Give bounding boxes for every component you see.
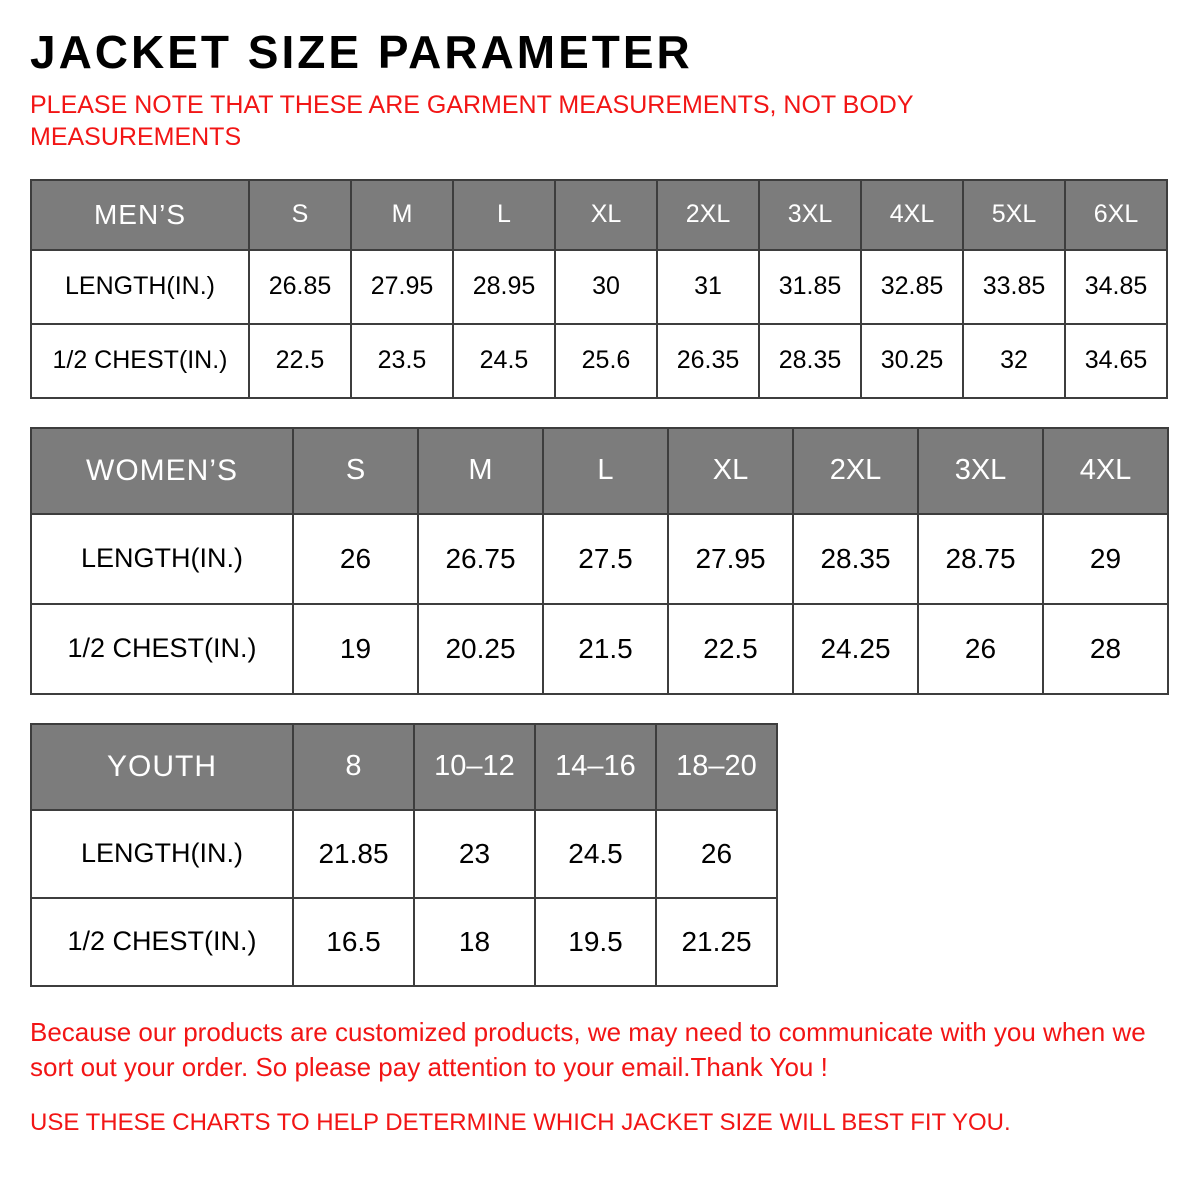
measurement-cell: 27.95: [668, 514, 793, 604]
size-header-cell: 4XL: [861, 180, 963, 250]
measurement-cell: 26.35: [657, 324, 759, 398]
measurement-cell: 26: [656, 810, 777, 898]
measurement-cell: 22.5: [668, 604, 793, 694]
measurement-cell: 16.5: [293, 898, 414, 986]
measurement-cell: 30.25: [861, 324, 963, 398]
measurement-cell: 26.75: [418, 514, 543, 604]
size-header-cell: 6XL: [1065, 180, 1167, 250]
measurement-cell: 22.5: [249, 324, 351, 398]
size-header-cell: L: [453, 180, 555, 250]
table-header-row: [31, 180, 1167, 250]
measurement-cell: 30: [555, 250, 657, 324]
measurement-cell: 21.25: [656, 898, 777, 986]
measurement-cell: 31: [657, 250, 759, 324]
table-row: [31, 810, 777, 898]
row-label: LENGTH(IN.): [31, 250, 249, 324]
measurement-cell: 19.5: [535, 898, 656, 986]
measurement-cell: 24.25: [793, 604, 918, 694]
measurement-cell: 20.25: [418, 604, 543, 694]
measurement-cell: 26: [918, 604, 1043, 694]
measurement-cell: 26.85: [249, 250, 351, 324]
measurement-cell: 28.75: [918, 514, 1043, 604]
measurement-cell: 28.35: [793, 514, 918, 604]
table-header-row: [31, 724, 777, 810]
size-header-cell: 4XL: [1043, 428, 1168, 514]
size-header-cell: 8: [293, 724, 414, 810]
table-header-label: MEN’S: [31, 180, 249, 250]
measurement-cell: 32: [963, 324, 1065, 398]
measurement-cell: 28.95: [453, 250, 555, 324]
size-header-cell: 2XL: [657, 180, 759, 250]
measurement-cell: 27.95: [351, 250, 453, 324]
row-label: 1/2 CHEST(IN.): [31, 324, 249, 398]
measurement-cell: 21.85: [293, 810, 414, 898]
measurement-cell: 28.35: [759, 324, 861, 398]
table-row: [31, 898, 777, 986]
size-header-cell: 14–16: [535, 724, 656, 810]
size-header-cell: XL: [668, 428, 793, 514]
mens-size-table: [30, 179, 1168, 399]
womens-size-table: [30, 427, 1169, 695]
measurement-cell: 24.5: [453, 324, 555, 398]
size-header-cell: XL: [555, 180, 657, 250]
measurement-cell: 31.85: [759, 250, 861, 324]
footer-paragraph-customization: Because our products are customized products, we may need to communicate with you when we sort out your order. So please pay attention to your email.Thank You !: [30, 1016, 1146, 1082]
measurement-cell: 18: [414, 898, 535, 986]
measurement-cell: 21.5: [543, 604, 668, 694]
measurement-cell: 33.85: [963, 250, 1065, 324]
measurement-note: PLEASE NOTE THAT THESE ARE GARMENT MEASUREMENTS, NOT BODY MEASUREMENTS: [30, 91, 914, 151]
table-row: [31, 604, 1168, 694]
footer-paragraph-chart-usage: USE THESE CHARTS TO HELP DETERMINE WHICH JACKET SIZE WILL BEST FIT YOU.: [30, 1108, 1011, 1136]
row-label: LENGTH(IN.): [31, 810, 293, 898]
table-row: [31, 514, 1168, 604]
row-label: 1/2 CHEST(IN.): [31, 604, 293, 694]
size-header-cell: 2XL: [793, 428, 918, 514]
measurement-cell: 34.85: [1065, 250, 1167, 324]
size-header-cell: 10–12: [414, 724, 535, 810]
table-row: [31, 250, 1167, 324]
row-label: LENGTH(IN.): [31, 514, 293, 604]
table-header-label: YOUTH: [31, 724, 293, 810]
measurement-cell: 25.6: [555, 324, 657, 398]
row-label: 1/2 CHEST(IN.): [31, 898, 293, 986]
measurement-cell: 26: [293, 514, 418, 604]
table-header-label: WOMEN’S: [31, 428, 293, 514]
size-header-cell: 5XL: [963, 180, 1065, 250]
measurement-cell: 27.5: [543, 514, 668, 604]
size-header-cell: 3XL: [918, 428, 1043, 514]
measurement-cell: 32.85: [861, 250, 963, 324]
measurement-cell: 29: [1043, 514, 1168, 604]
youth-size-table: [30, 723, 778, 987]
measurement-cell: 23.5: [351, 324, 453, 398]
table-header-row: [31, 428, 1168, 514]
measurement-cell: 24.5: [535, 810, 656, 898]
page-title: JACKET SIZE PARAMETER: [30, 26, 693, 78]
measurement-cell: 23: [414, 810, 535, 898]
size-header-cell: L: [543, 428, 668, 514]
measurement-cell: 19: [293, 604, 418, 694]
table-row: [31, 324, 1167, 398]
size-header-cell: S: [293, 428, 418, 514]
size-header-cell: 18–20: [656, 724, 777, 810]
size-header-cell: M: [351, 180, 453, 250]
size-header-cell: M: [418, 428, 543, 514]
size-header-cell: 3XL: [759, 180, 861, 250]
size-header-cell: S: [249, 180, 351, 250]
measurement-cell: 34.65: [1065, 324, 1167, 398]
footer-notes: [30, 1015, 1170, 1140]
measurement-cell: 28: [1043, 604, 1168, 694]
